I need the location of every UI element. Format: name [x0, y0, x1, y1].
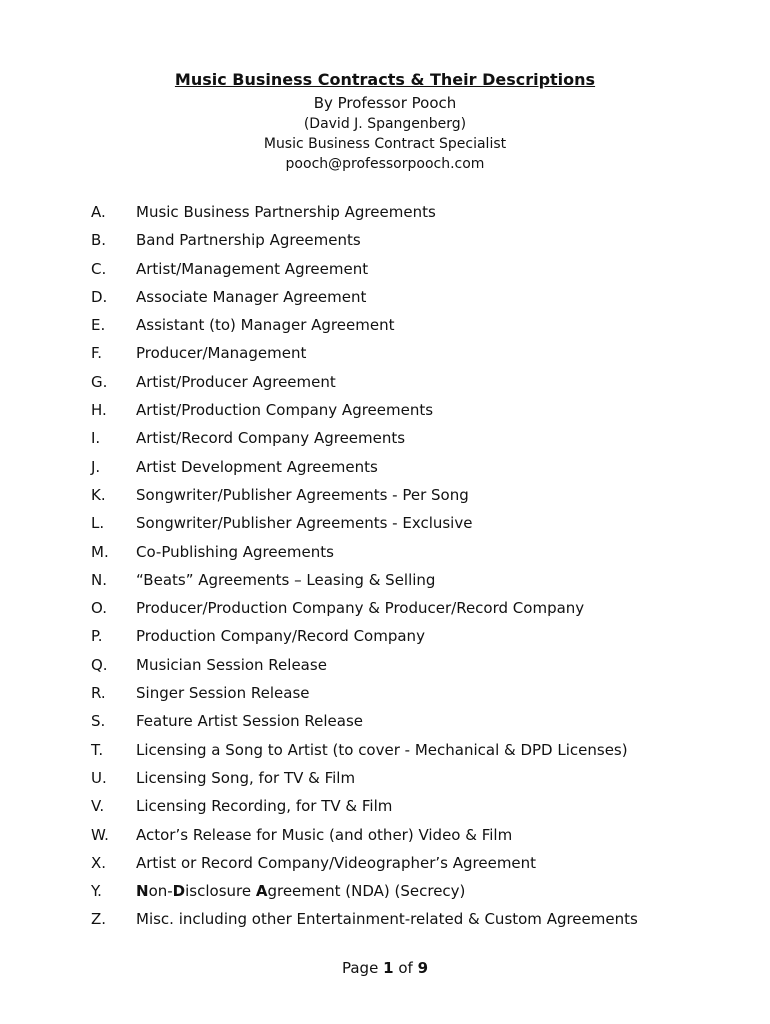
list-item — [91, 651, 638, 679]
list-item-text: Musician Session Release — [136, 655, 327, 674]
list-item — [91, 339, 638, 367]
list-item-text-part: N — [136, 882, 149, 901]
list-item-text: Actor’s Release for Music (and other) Video & Film — [136, 825, 513, 844]
list-item-text: Artist Development Agreements — [136, 457, 378, 476]
list-item-text — [136, 882, 465, 900]
list-item-letter: Y. — [91, 882, 102, 901]
list-item-text: Artist/Record Company Agreements — [136, 429, 406, 448]
list-item-letter: M. — [91, 542, 109, 561]
list-item-letter: H. — [91, 401, 107, 420]
list-item-text: Songwriter/Publisher Agreements - Per Song — [136, 485, 469, 504]
list-item-text: Co-Publishing Agreements — [136, 542, 334, 561]
page-footer — [0, 956, 770, 980]
of-label: of — [398, 959, 413, 977]
list-item — [91, 453, 638, 481]
document-title: Music Business Contracts & Their Descriptions — [174, 70, 596, 89]
list-item — [91, 509, 638, 537]
list-item-text: Artist or Record Company/Videographer’s Agreement — [136, 853, 537, 872]
list-item-letter: D. — [91, 287, 108, 306]
list-item-text: Feature Artist Session Release — [136, 712, 363, 731]
list-item — [91, 622, 638, 650]
list-item-text-part: D — [172, 882, 186, 901]
list-item-text-part: on- — [148, 882, 173, 901]
list-item-text: Music Business Partnership Agreements — [136, 203, 436, 221]
page-label: Page — [341, 959, 379, 977]
list-item-text: Licensing Song, for TV & Film — [136, 768, 356, 787]
list-item-text: Singer Session Release — [136, 684, 310, 703]
list-item-text: Producer/Production Company & Producer/Record Company — [136, 599, 585, 618]
list-item-text: Producer/Management — [136, 344, 307, 363]
contract-list — [91, 198, 638, 934]
document-header — [0, 68, 770, 174]
list-item-letter: V. — [91, 797, 105, 816]
list-item-text: Misc. including other Entertainment-related & Custom Agreements — [136, 910, 638, 929]
author-role: Music Business Contract Specialist — [263, 136, 507, 152]
list-item-letter: Z. — [91, 910, 107, 929]
list-item — [91, 849, 638, 877]
list-item-text: Artist/Producer Agreement — [136, 372, 336, 391]
author-email: pooch@professorpooch.com — [285, 156, 485, 172]
list-item — [91, 764, 638, 792]
author-real-name: (David J. Spangenberg) — [303, 116, 467, 132]
list-item — [91, 424, 638, 452]
list-item-letter: S. — [91, 712, 106, 731]
list-item-letter: U. — [91, 768, 107, 787]
list-item-text: Songwriter/Publisher Agreements - Exclusive — [136, 514, 473, 533]
list-item — [91, 905, 638, 933]
list-item-letter: R. — [91, 684, 106, 703]
list-item-letter: Q. — [91, 655, 108, 674]
list-item-text: Artist/Management Agreement — [136, 259, 369, 278]
list-item — [91, 594, 638, 622]
list-item-letter: J. — [91, 457, 101, 476]
list-item — [91, 792, 638, 820]
list-item — [91, 396, 638, 424]
list-item-letter: E. — [91, 316, 106, 335]
list-item-letter: I. — [91, 429, 101, 448]
list-item — [91, 679, 638, 707]
list-item-letter: W. — [91, 825, 109, 844]
list-item-text: Licensing a Song to Artist (to cover - Mechanical & DPD Licenses) — [136, 740, 628, 759]
author-line: By Professor Pooch — [313, 94, 457, 112]
list-item-text: Associate Manager Agreement — [136, 287, 367, 306]
list-item-text: Production Company/Record Company — [136, 627, 425, 646]
list-item-text: Assistant (to) Manager Agreement — [136, 316, 395, 335]
list-item-letter: L. — [91, 514, 105, 533]
page-number: 1 — [383, 959, 394, 977]
list-item-letter: N. — [91, 570, 107, 589]
list-item-text-part: A — [255, 882, 268, 901]
list-item-letter: T. — [91, 740, 104, 759]
list-item — [91, 736, 638, 764]
list-item — [91, 566, 638, 594]
list-item-letter: C. — [91, 259, 107, 278]
list-item-text: Licensing Recording, for TV & Film — [136, 797, 393, 816]
list-item — [91, 255, 638, 283]
list-item-letter: X. — [91, 853, 107, 872]
list-item-text-part: isclosure — [185, 882, 256, 901]
list-item — [91, 283, 638, 311]
list-item-letter: A. — [91, 203, 106, 221]
list-item — [91, 707, 638, 735]
list-item-text: Artist/Production Company Agreements — [136, 401, 434, 420]
list-item-letter: G. — [91, 372, 108, 391]
list-item — [91, 877, 638, 905]
list-item-text: “Beats” Agreements – Leasing & Selling — [136, 570, 436, 589]
list-item-letter: P. — [91, 627, 103, 646]
page-total: 9 — [417, 959, 428, 977]
list-item-text-part: greement (NDA) (Secrecy) — [267, 882, 466, 901]
list-item-letter: F. — [91, 344, 102, 363]
list-item — [91, 198, 638, 226]
list-item-letter: O. — [91, 599, 107, 618]
list-item — [91, 311, 638, 339]
list-item-text: Band Partnership Agreements — [136, 231, 361, 250]
list-item — [91, 226, 638, 254]
list-item-letter: K. — [91, 485, 106, 504]
list-item — [91, 481, 638, 509]
list-item-letter: B. — [91, 231, 107, 250]
list-item — [91, 538, 638, 566]
list-item — [91, 368, 638, 396]
list-item — [91, 821, 638, 849]
